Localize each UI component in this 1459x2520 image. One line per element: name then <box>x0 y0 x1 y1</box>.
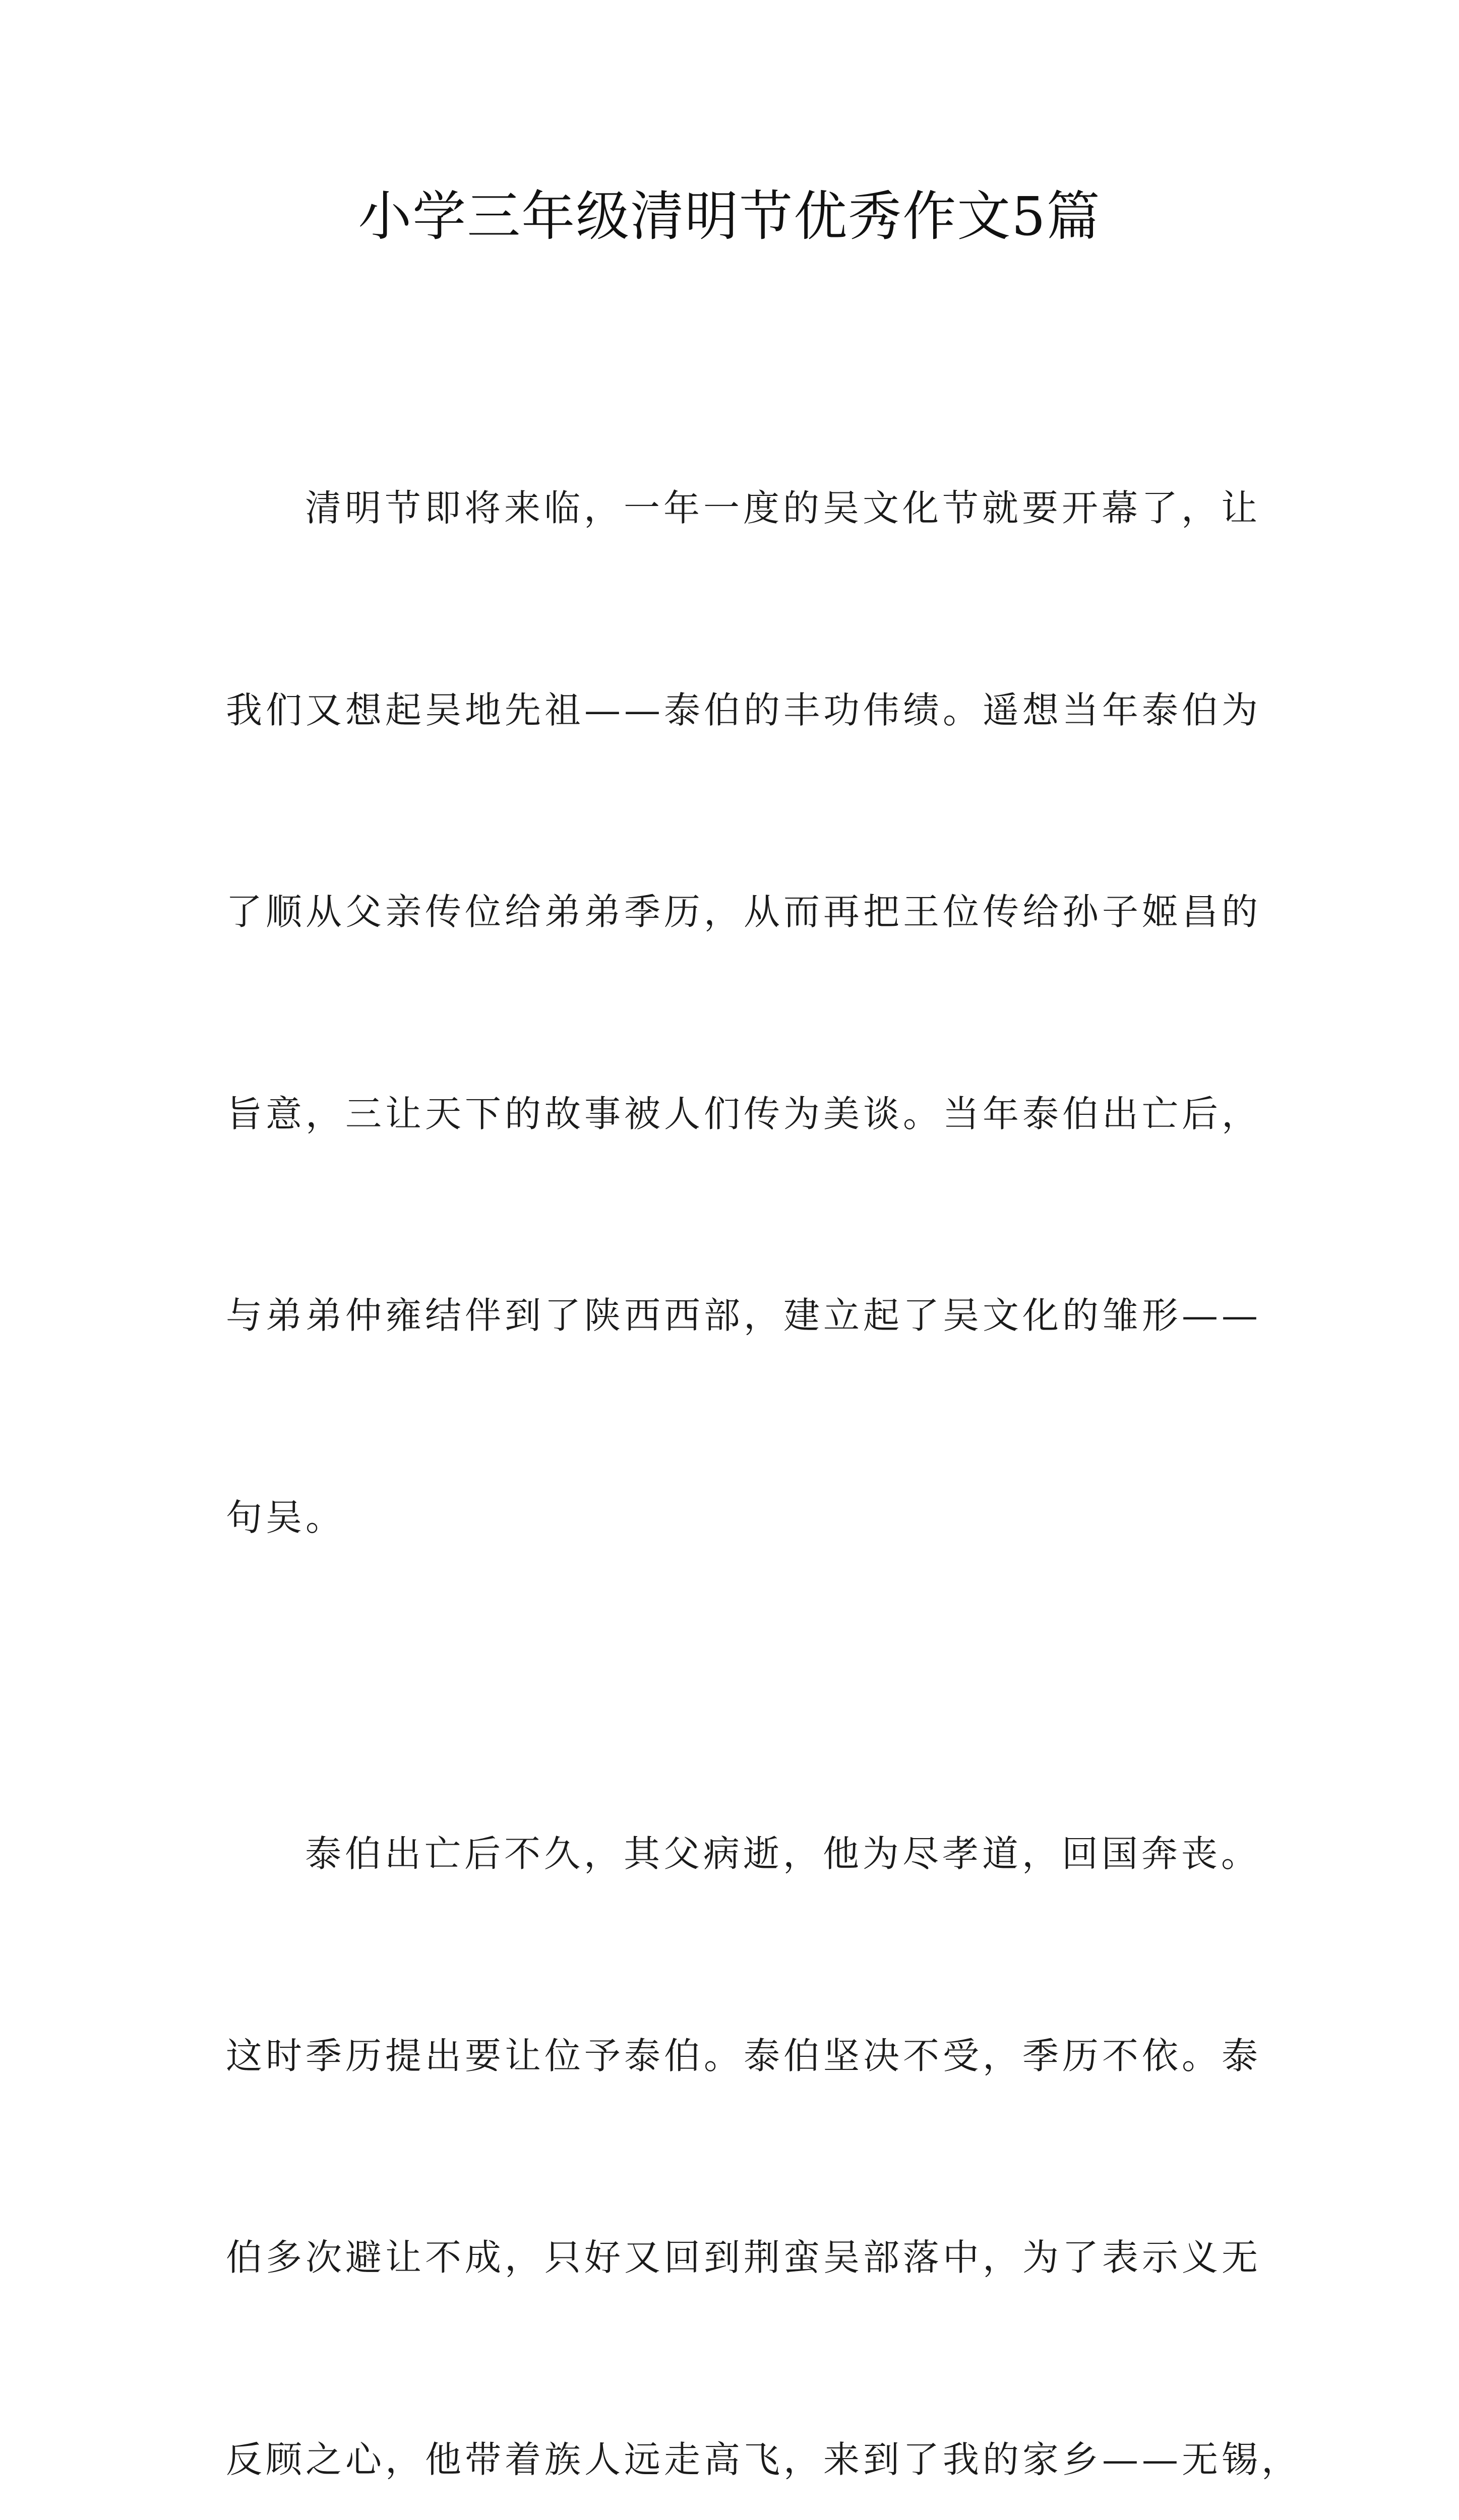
text-line: 反顾之心，他带着族人远走高飞，来到了我的家乡——无锡， <box>226 2438 1302 2481</box>
text-line: 这时季历提出要让位予泰伯。泰伯坚决不受，季历不依。泰 <box>226 2034 1262 2077</box>
text-line: 旨意，三让天下的故事被人们传为美谈。当年泰伯出亡后， <box>226 1092 1262 1135</box>
text-line: 了顺从父亲传位给弟弟季历，从而再把王位传给孙子姬昌的 <box>226 891 1262 933</box>
text-line: 清明节即将来临，一年一度的吴文化节就要开幕了，让 <box>305 487 1261 529</box>
text-line: 伯多次避让不成，只好又回到荆蛮吴部落中，为了表示义无 <box>226 2236 1262 2279</box>
text-line: 我们又想起吴地先祖——泰伯的丰功伟绩。遥想当年泰伯为 <box>226 688 1262 731</box>
document-body <box>226 340 1302 2520</box>
text-line: 泰伯出亡后不久，其父病逝，他为尽孝道，回国奔丧。 <box>305 1833 1261 1875</box>
document-title: 小学三年级清明节优秀作文5篇 <box>358 185 1101 247</box>
paragraph <box>226 340 1262 1686</box>
text-line: 句吴。 <box>226 1496 346 1539</box>
paragraph <box>226 1686 1302 2520</box>
text-line: 与弟弟仲雍结伴到了陕西西部，建立起了吴文化的雏形—— <box>226 1294 1262 1337</box>
